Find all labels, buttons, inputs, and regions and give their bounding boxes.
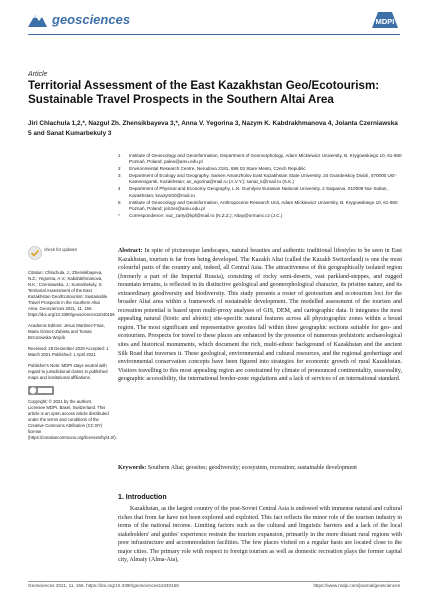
check-updates-label: check for updates	[44, 247, 78, 252]
footer-journal-url[interactable]: https://www.mdpi.com/journal/geosciences	[313, 583, 400, 588]
affiliation-item: 5 Institute of Geoecology and Geoinformation, Anthropocene Research Unit, Adam Mickiewicz University, B. Krygowskiego 10, 61-680 Poznań, Poland; jolczer@amu.edu.pl	[118, 199, 398, 211]
section-heading: 1. Introduction	[118, 494, 167, 501]
geosciences-logo-icon	[28, 12, 47, 27]
article-type: Article	[28, 71, 48, 78]
abstract-text: In spite of picturesque landscapes, natural beauties and authentic traditional lifestyles to be seen in East Kazakhstan, tourism is far from being developed. The Kazakh Altai (called the Kazakh Switzerland) is one the most colourful parts of the country and, indeed, all Central Asia. The attractiveness of this geographically isolated region (formerly a part of the Imperial Russia), consisting of rocky semi-deserts, vast parkland-steppes, and rugged mountain terrains, is reflected in its distinctive geological and geomorphological character, its pristine nature, and its extraordinary geodiversity and biodiversity. This study presents a roster of geotourism and ecotourism loci for the broader Altai area within a framework of sustainable development. The modelled assessment of the tourism and recreation potential is based upon multi-proxy analyses of GIS, DEM, and cartographic data. It integrates the most appealing natural (biotic and abiotic) site-specific natural features across all physiographic zones within a broad region. The most significant and representative geosites fall within three geographic sections suitable for geo- and ecotourism. Prospects for travel to these places are enhanced by the presence of numerous prehistoric archaeological sites and historical monuments, which document the rich, multi-ethnic background of Kazakhstan and the ancient Silk Road that traverses it. These geological, environmental and cultural resources, and the regional geoheritage and environmental conservation concepts have been figured into strategies for economic growth of rural Kazakhstan. Visitors travelling to this most appealing region are constrained by climate of pronounced continentality, seasonality, geographic accessibility, the international border-zone regulations and a lack of services of an international standard.	[118, 248, 402, 383]
keywords-text: Southern Altai; geosites; geodiversity; ecosystem, recreation; sustainable development	[147, 465, 357, 471]
cc-by-license-icon[interactable]	[28, 386, 54, 395]
article-title: Territorial Assessment of the East Kazakhstan Geo/Ecotourism: Sustainable Travel Prospects in the Southern Altai Area	[28, 79, 380, 106]
author-list: Jiri Chlachula 1,2,*, Nazgul Zh. Zhensikbayeva 3,*, Anna V. Yegorina 3, Nazym K. Kabdrakhmanova 4, Jolanta Czerniawska 5 and Sanat Kumarbekuly 3	[28, 120, 398, 137]
keywords-label: Keywords:	[118, 465, 147, 471]
correspondence: * Correspondence: naz_zarty@kpl@mail.ru (N.Z.Z.); Altay@ormanc.cz (J.C.)	[118, 212, 283, 218]
affiliations	[118, 153, 408, 220]
journal-name: geosciences	[52, 12, 131, 27]
academic-editors: Academic Editors: Jesus Martinez-Frias, Maria Gómez-Zubieta and Tomas Brzozowska-Wojcik	[28, 323, 105, 340]
check-updates-icon	[28, 246, 42, 260]
publisher-name: MDPI	[375, 17, 395, 26]
citation: Citation: Chlachula, J.; Zhensikbayeva, N.Z.; Yegorina, A.V.; Kabdrakhmanova, N.K.; Czerniawska, J.; Kumarbekuly, S. Territorial Assessment of the East Kazakhstan Geo/Ecotourism: Sustainable Travel Prospects in the Southern Altai Area. Geosciences 2021, 11, 156. https://doi.org/10.3390/geosciences11040156	[28, 270, 115, 317]
affiliation-item: 1 Institute of Geoecology and Geoinformation, Department of Geomorphology, Adam Mickiewicz University, B. Krygowskiego 10, 61-680 Poznań, Poland; paleo@amu.edu.pl	[118, 153, 402, 165]
abstract	[118, 247, 402, 384]
footer-citation[interactable]: Geosciences 2021, 11, 156. https://doi.org/10.3390/geosciences11040156	[28, 583, 179, 588]
check-for-updates[interactable]	[28, 246, 110, 266]
article-dates: Received: 28 December 2020 Accepted: 1 March 2021 Published: 1 April 2021	[28, 346, 109, 357]
abstract-label: Abstract:	[118, 248, 143, 254]
mdpi-logo-icon	[370, 10, 400, 30]
affiliation-item: 2 Environmental Research Centre, Nerudova 2181, 686 03 Stare Mesto, Czech Republic	[118, 166, 306, 172]
footer-rule	[28, 581, 400, 582]
copyright-notice: Copyright: © 2021 by the authors. Licensee MDPI, Basel, Switzerland. This article is an open access article distributed under the terms and conditions of the Creative Commons Attribution (CC BY) license (https://creativecommons.org/licenses/by/4.0/).	[28, 399, 117, 440]
affiliation-item: 3 Department of Ecology and Geography, Sarsen Amanzholov East Kazakhstan State University, 34 Gvardeiskoy Divizii, 070000 Ust'-Kamenogorsk, Kazakhstan; av_egorina@mail.ru (A.V.Y.); sanat_k@mail.ru (S.K.)	[118, 173, 397, 185]
publisher-note: Publisher's Note: MDPI stays neutral with regard to jurisdictional claims in published maps and institutional affiliations.	[28, 363, 108, 380]
affiliation-item: 4 Department of Physical and Economy Geography, L.N. Gumilyev Eurasian National University, 2 Satpaeva, 010008 Nur-Sultan, Kazakhstan; knazym00@mail.ru	[118, 186, 388, 198]
introduction-text: Kazakhstan, as the largest country of the post-Soviet Central Asia is endowed with immense natural and cultural riches that from far have not been explored and exploited. This fact reflects the minor role of the tourism industry in terms of the national income. Limiting factors such as the cultural and linguistic barriers and a lack of the local stakeholders' and guides' experience restrain the tourism expansion, primarily in the more distant rural regions with poor infrastructure and accommodation facilities. The few places visited on a regular basis are located close to the major cities. The primary role with respect to foreign tourism as well as domestic recreation plays the former capital city, Almaty (Alma-Ata),	[118, 506, 402, 564]
article-sidebar	[28, 246, 117, 446]
journal-header	[28, 10, 400, 32]
keywords	[118, 464, 402, 473]
header-rule	[28, 34, 400, 35]
